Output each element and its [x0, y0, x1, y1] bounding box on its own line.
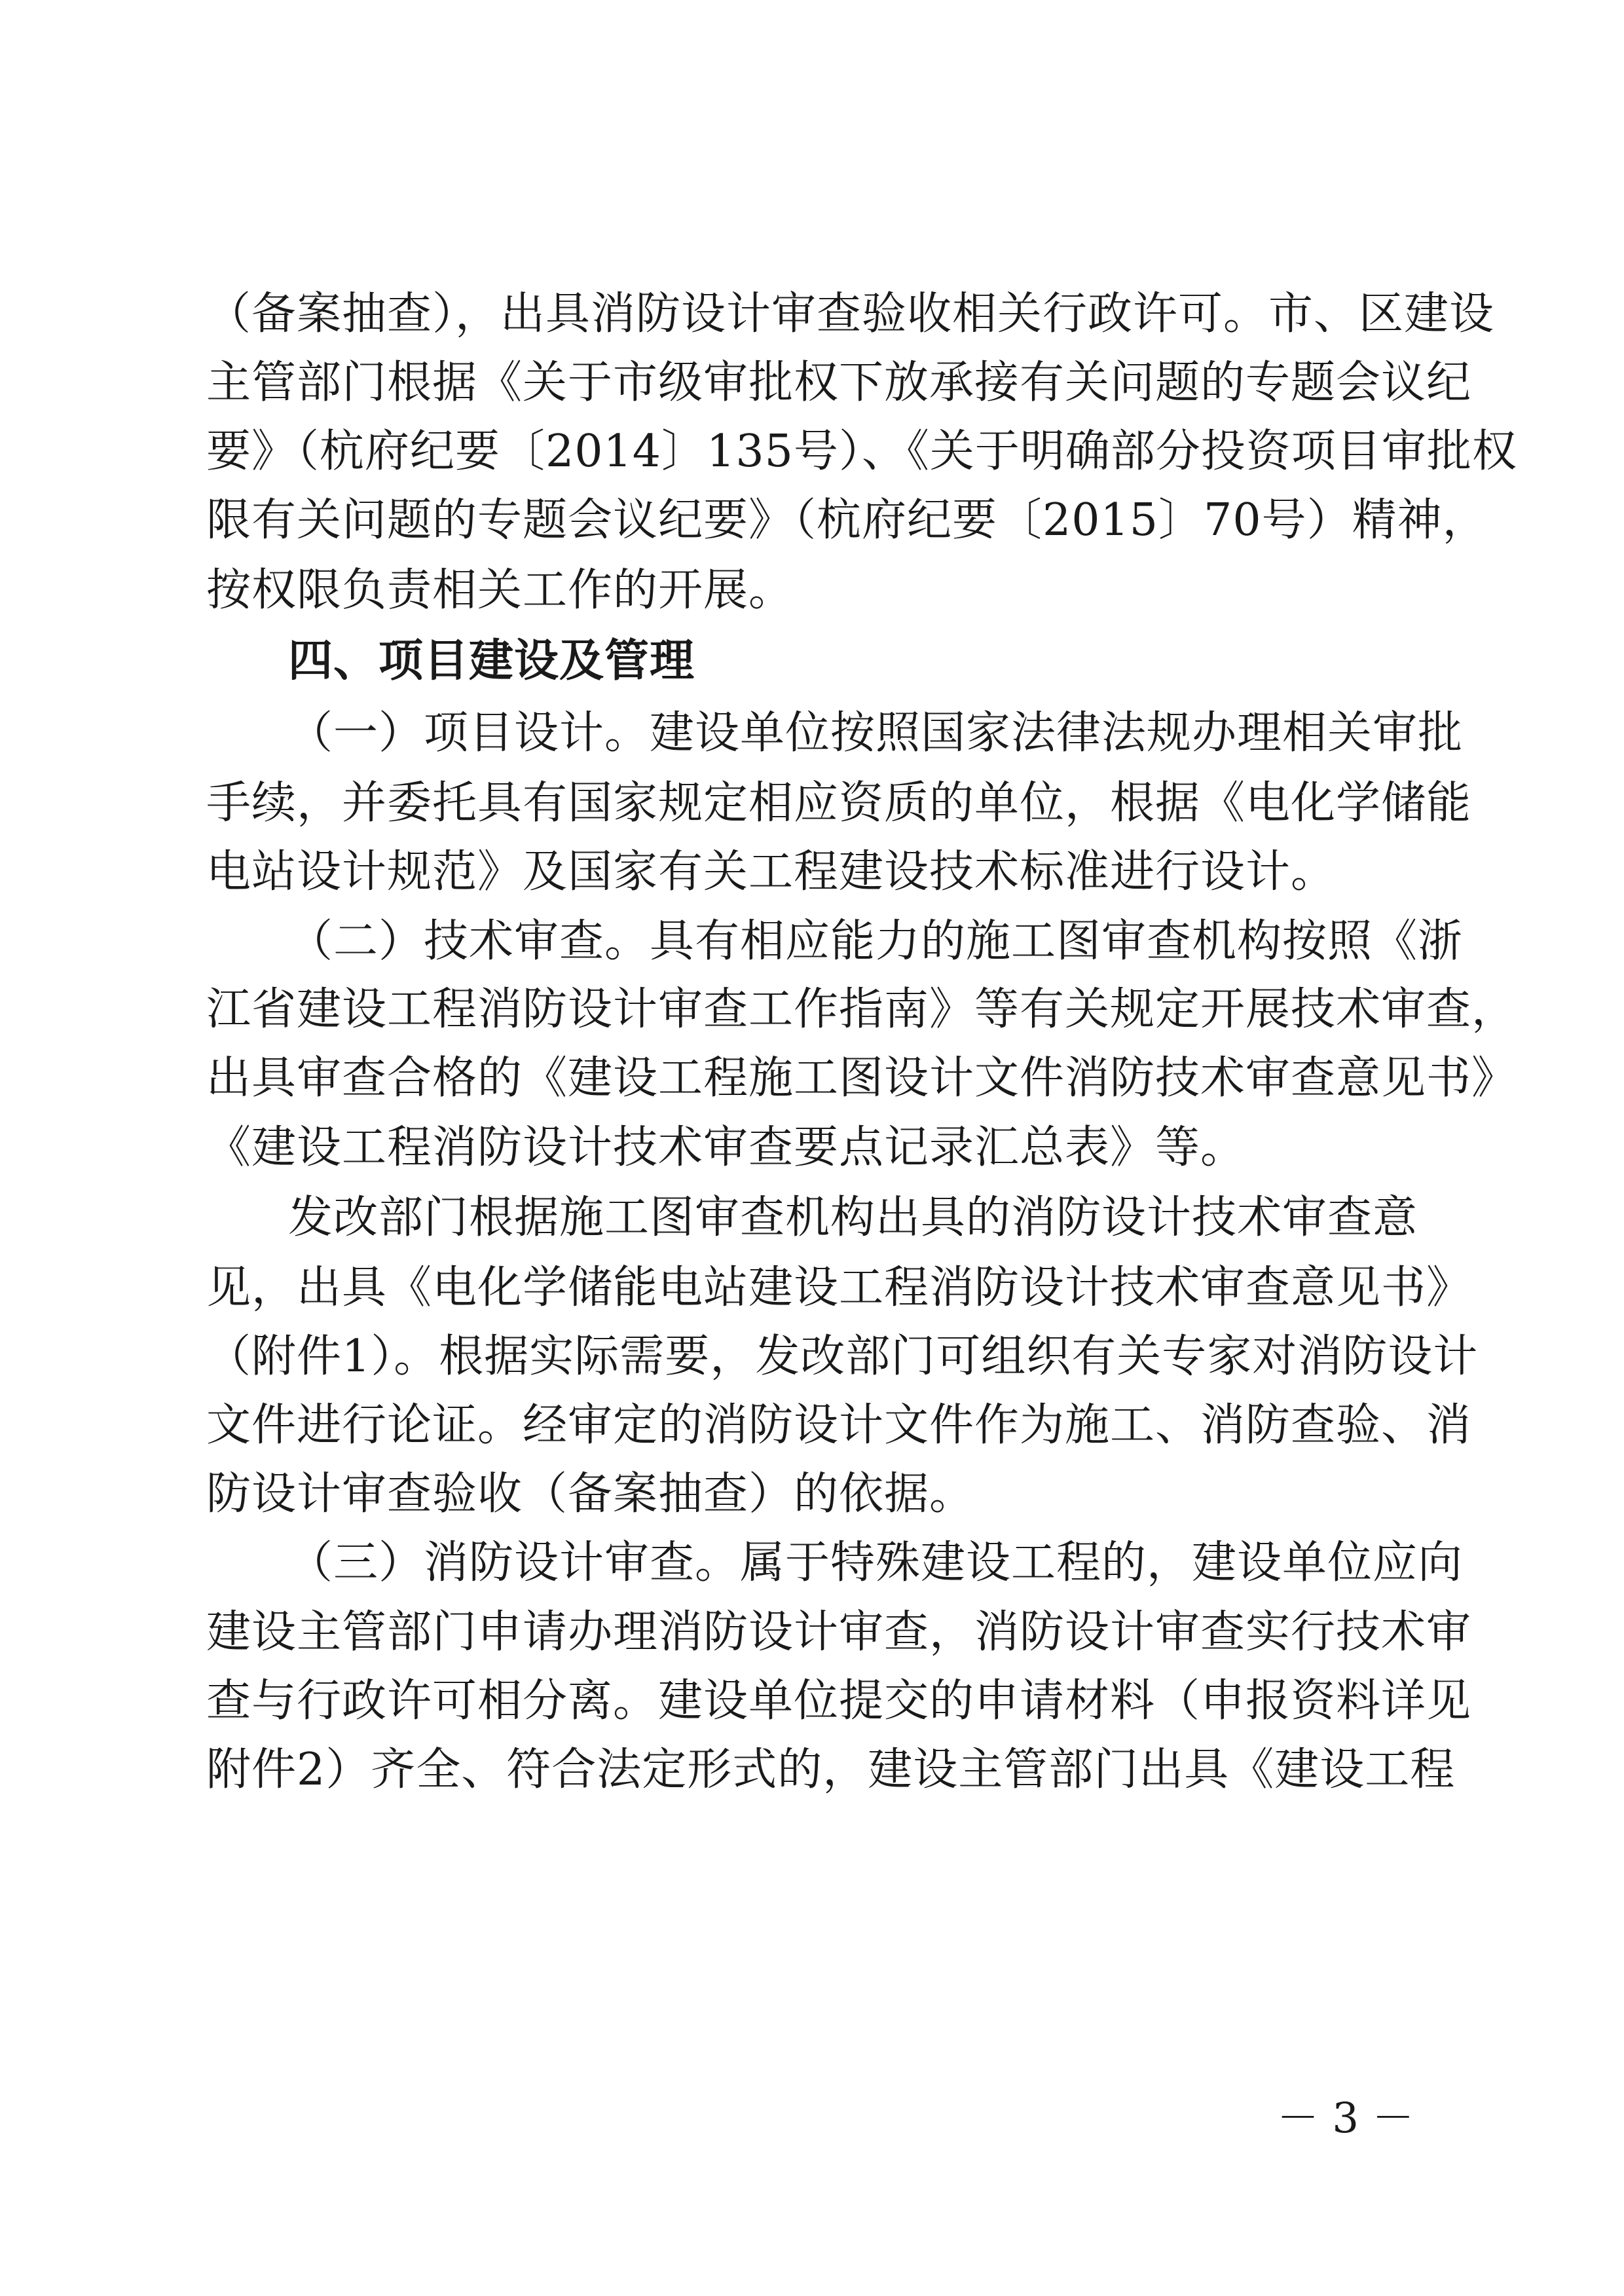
- page-number: － 3 －: [1277, 2094, 1414, 2143]
- paragraph-line: 防设计审查验收（备案抽查）的依据。: [206, 1468, 975, 1520]
- paragraph-line: 建设主管部门申请办理消防设计审查，消防设计审查实行技术审: [206, 1606, 1472, 1658]
- paragraph-line: 手续，并委托具有国家规定相应资质的单位，根据《电化学储能: [206, 777, 1472, 829]
- paragraph-line: 江省建设工程消防设计审查工作指南》等有关规定开展技术审查，: [206, 984, 1517, 1035]
- paragraph-line: （二）技术审查。具有相应能力的施工图审查机构按照《浙: [288, 916, 1464, 967]
- paragraph-line: 发改部门根据施工图审查机构出具的消防设计技术审查意: [288, 1192, 1418, 1244]
- paragraph-line: 主管部门根据《关于市级审批权下放承接有关问题的专题会议纪: [206, 357, 1472, 409]
- paragraph-line: 限有关问题的专题会议纪要》（杭府纪要〔2015〕70号）精神，: [206, 494, 1488, 546]
- paragraph-line: 查与行政许可相分离。建设单位提交的申请材料（申报资料详见: [206, 1675, 1472, 1727]
- paragraph-line: 出具审查合格的《建设工程施工图设计文件消防技术审查意见书》: [206, 1052, 1517, 1104]
- paragraph-line: 文件进行论证。经审定的消防设计文件作为施工、消防查验、消: [206, 1399, 1472, 1451]
- paragraph-line: 电站设计规范》及国家有关工程建设技术标准进行设计。: [206, 846, 1337, 898]
- paragraph-line: 附件2）齐全、符合法定形式的，建设主管部门出具《建设工程: [206, 1744, 1456, 1796]
- paragraph-line: （一）项目设计。建设单位按照国家法律法规办理相关审批: [288, 707, 1464, 759]
- paragraph-line: 按权限负责相关工作的开展。: [206, 565, 794, 616]
- paragraph-line: （三）消防设计审查。属于特殊建设工程的，建设单位应向: [288, 1537, 1464, 1589]
- section-heading: 四、项目建设及管理: [288, 635, 695, 687]
- paragraph-line: 《建设工程消防设计技术审查要点记录汇总表》等。: [206, 1122, 1246, 1174]
- paragraph-line: （附件1）。根据实际需要，发改部门可组织有关专家对消防设计: [206, 1331, 1479, 1382]
- paragraph-line: 见，出具《电化学储能电站建设工程消防设计技术审查意见书》: [206, 1262, 1472, 1314]
- paragraph-line: 要》（杭府纪要〔2014〕135号）、《关于明确部分投资项目审批权: [206, 426, 1517, 477]
- paragraph-line: （备案抽查），出具消防设计审查验收相关行政许可。市、区建设: [206, 288, 1495, 340]
